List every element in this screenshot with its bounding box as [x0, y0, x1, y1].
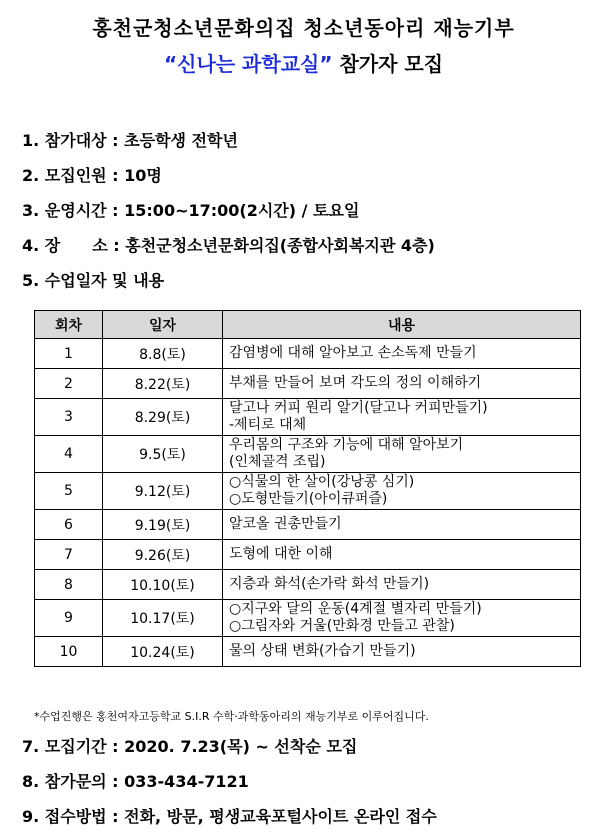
session-content: ○지구와 달의 운동(4계절 별자리 만들기) ○그림자와 거울(만화경 만들고 관찰) — [223, 600, 581, 637]
session-number: 10 — [35, 637, 103, 667]
section-recruit-period: 7. 모집기간 : 2020. 7.23(목) ~ 선착순 모집 — [22, 737, 358, 756]
page-subtitle — [0, 48, 607, 77]
section-location: 4. 장 소 : 홍천군청소년문화의집(종합사회복지관 4층) — [22, 236, 435, 255]
section-target: 1. 참가대상 : 초등학생 전학년 — [22, 131, 238, 150]
page-title: 홍천군청소년문화의집 청소년동아리 재능기부 — [92, 16, 515, 40]
schedule-table — [34, 310, 581, 667]
section-schedule-heading: 5. 수업일자 및 내용 — [22, 271, 165, 290]
session-content: 알코올 권총만들기 — [223, 510, 581, 540]
table-row — [35, 540, 581, 570]
table-row — [35, 399, 581, 436]
table-row — [35, 339, 581, 369]
table-header-row — [35, 311, 581, 339]
subtitle-suffix: 참가자 모집 — [332, 52, 444, 76]
session-date: 9.5(토) — [103, 436, 223, 473]
session-number: 4 — [35, 436, 103, 473]
section-capacity: 2. 모집인원 : 10명 — [22, 166, 162, 185]
session-date: 9.26(토) — [103, 540, 223, 570]
session-number: 5 — [35, 473, 103, 510]
session-number: 1 — [35, 339, 103, 369]
program-name: “신나는 과학교실” — [163, 52, 333, 76]
session-content: 부채를 만들어 보며 각도의 정의 이해하기 — [223, 369, 581, 399]
table-row — [35, 473, 581, 510]
session-content: 물의 상태 변화(가습기 만들기) — [223, 637, 581, 667]
table-row — [35, 600, 581, 637]
header-date: 일자 — [103, 311, 223, 339]
session-date: 9.19(토) — [103, 510, 223, 540]
header-content: 내용 — [223, 311, 581, 339]
session-date: 10.10(토) — [103, 570, 223, 600]
session-date: 9.12(토) — [103, 473, 223, 510]
session-content: 감염병에 대해 알아보고 손소독제 만들기 — [223, 339, 581, 369]
session-number: 2 — [35, 369, 103, 399]
session-number: 9 — [35, 600, 103, 637]
session-date: 8.8(토) — [103, 339, 223, 369]
session-number: 6 — [35, 510, 103, 540]
table-row — [35, 637, 581, 667]
session-date: 8.22(토) — [103, 369, 223, 399]
table-row — [35, 510, 581, 540]
session-content: ○식물의 한 살이(강낭콩 심기) ○도형만들기(아이큐퍼즐) — [223, 473, 581, 510]
table-row — [35, 436, 581, 473]
session-number: 8 — [35, 570, 103, 600]
footnote: *수업진행은 홍천여자고등학교 S.I.R 수학·과학동아리의 재능기부로 이루어집니다. — [34, 710, 429, 723]
session-content: 달고나 커피 원리 알기(달고나 커피만들기) -제티로 대체 — [223, 399, 581, 436]
session-content: 도형에 대한 이해 — [223, 540, 581, 570]
section-application: 9. 접수방법 : 전화, 방문, 평생교육포털사이트 온라인 접수 — [22, 807, 437, 826]
session-content: 우리몸의 구조와 기능에 대해 알아보기 (인체골격 조립) — [223, 436, 581, 473]
section-inquiry: 8. 참가문의 : 033-434-7121 — [22, 772, 249, 791]
session-number: 3 — [35, 399, 103, 436]
session-date: 8.29(토) — [103, 399, 223, 436]
table-row — [35, 369, 581, 399]
header-session: 회차 — [35, 311, 103, 339]
session-date: 10.24(토) — [103, 637, 223, 667]
session-number: 7 — [35, 540, 103, 570]
session-content: 지층과 화석(손가락 화석 만들기) — [223, 570, 581, 600]
section-hours: 3. 운영시간 : 15:00~17:00(2시간) / 토요일 — [22, 201, 360, 220]
session-date: 10.17(토) — [103, 600, 223, 637]
table-row — [35, 570, 581, 600]
